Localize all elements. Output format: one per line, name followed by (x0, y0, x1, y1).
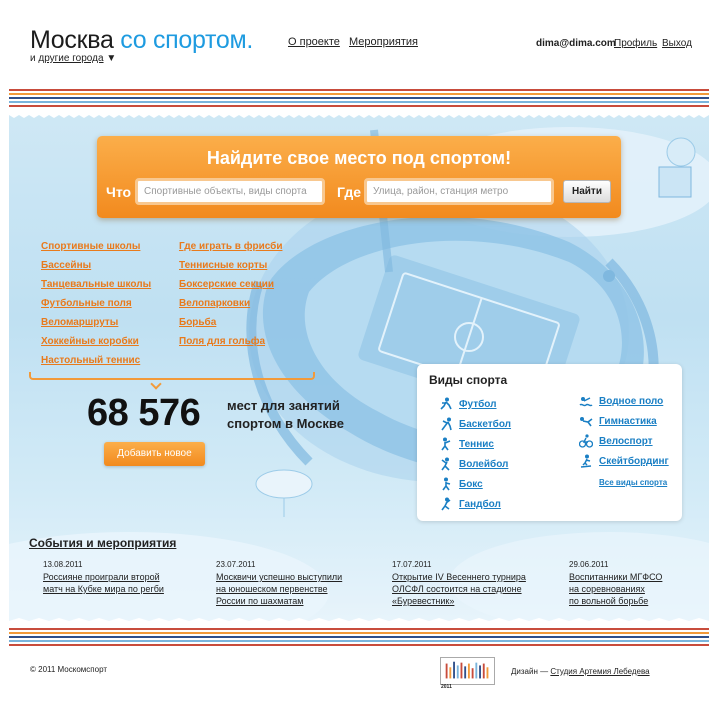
nav-events[interactable]: Мероприятия (349, 36, 418, 48)
category-link[interactable]: Велопарковки (179, 298, 251, 309)
count-caption-1: мест для занятий (227, 398, 340, 413)
sport-link-volleyball[interactable]: Волейбол (459, 459, 509, 470)
event-date: 17.07.2011 (392, 560, 432, 569)
event-line[interactable]: Воспитанники МГФСО (569, 572, 663, 582)
skateboarding-icon (579, 454, 593, 468)
category-link[interactable]: Футбольные поля (41, 298, 132, 309)
city-prefix: и (30, 53, 36, 64)
events-title[interactable]: События и мероприятия (29, 536, 177, 550)
studio-link[interactable]: Студия Артемия Лебедева (550, 667, 650, 676)
category-link[interactable]: Настольный теннис (41, 355, 141, 366)
sports-title: Виды спорта (429, 373, 508, 387)
sport-link-gymnastics[interactable]: Гимнастика (599, 416, 657, 427)
event-line[interactable]: на соревнованиях (569, 584, 645, 594)
site-logo[interactable] (30, 26, 253, 55)
studio-logo-year: 2011 (441, 684, 452, 690)
category-link[interactable]: Танцевальные школы (41, 279, 152, 290)
sport-link-handball[interactable]: Гандбол (459, 499, 501, 510)
what-input[interactable]: Спортивные объекты, виды спорта (135, 178, 325, 205)
what-label: Что (106, 184, 132, 200)
handball-icon (439, 497, 453, 511)
all-sports-link[interactable]: Все виды спорта (599, 478, 668, 487)
event-link[interactable] (216, 571, 366, 607)
event-line[interactable]: ОЛСФЛ состоится на стадионе (392, 584, 522, 594)
design-prefix: Дизайн — (511, 667, 549, 676)
search-button[interactable]: Найти (563, 180, 611, 203)
category-link[interactable]: Борьба (179, 317, 217, 328)
event-link[interactable] (43, 571, 193, 595)
cycling-icon (579, 434, 593, 448)
event-link[interactable] (569, 571, 704, 607)
sport-link-tennis[interactable]: Теннис (459, 439, 494, 450)
city-selector[interactable] (30, 53, 116, 64)
event-line[interactable]: России по шахматам (216, 596, 304, 606)
event-link[interactable] (392, 571, 557, 607)
category-link[interactable]: Боксерские секции (179, 279, 275, 290)
count-caption-2: спортом в Москве (227, 416, 344, 431)
user-email[interactable]: dima@dima.com (536, 38, 616, 49)
categories-bracket (29, 372, 315, 380)
event-date: 23.07.2011 (216, 560, 256, 569)
sport-link-water-polo[interactable]: Водное поло (599, 396, 664, 407)
gymnastics-icon (579, 414, 593, 428)
event-line[interactable]: на юношеском первенстве (216, 584, 328, 594)
sport-link-basketball[interactable]: Баскетбол (459, 419, 512, 430)
page-header (0, 0, 718, 88)
bottom-stripes (9, 628, 709, 648)
chevron-down-icon[interactable]: ▼ (106, 53, 117, 64)
category-link[interactable]: Хоккейные коробки (41, 336, 139, 347)
nav-about[interactable]: О проекте (288, 36, 340, 48)
football-icon (439, 397, 453, 411)
event-line[interactable]: «Буревестник» (392, 596, 455, 606)
zigzag-border-bottom (9, 618, 709, 624)
category-link[interactable]: Поля для гольфа (179, 336, 266, 347)
event-date: 13.08.2011 (43, 560, 83, 569)
category-link[interactable]: Где играть в фрисби (179, 241, 283, 252)
logo-accent-text: со спортом. (120, 26, 254, 54)
top-stripes (9, 89, 709, 109)
event-line[interactable]: Открытие IV Весеннего турнира (392, 572, 526, 582)
event-date: 29.06.2011 (569, 560, 609, 569)
studio-logo[interactable] (440, 657, 495, 685)
category-link[interactable]: Веломаршруты (41, 317, 119, 328)
event-line[interactable]: Россияне проиграли второй (43, 572, 160, 582)
copyright-text: © 2011 Москомспорт (30, 665, 108, 674)
search-panel (97, 136, 621, 218)
where-label: Где (337, 184, 362, 200)
event-line[interactable]: Москвичи успешно выступили (216, 572, 343, 582)
boxing-icon (439, 477, 453, 491)
sport-link-football[interactable]: Футбол (459, 399, 497, 410)
where-input[interactable]: Улица, район, станция метро (364, 178, 554, 205)
water-polo-icon (579, 394, 593, 408)
category-link[interactable]: Теннисные корты (179, 260, 268, 271)
sport-link-boxing[interactable]: Бокс (459, 479, 483, 490)
tennis-icon (439, 437, 453, 451)
sport-link-skateboarding[interactable]: Скейтбординг (599, 456, 669, 467)
sports-panel (417, 364, 682, 521)
event-line[interactable]: матч на Кубке мира по регби (43, 584, 164, 594)
places-count: 68 576 (87, 392, 201, 434)
search-title: Найдите свое место под спортом! (206, 148, 512, 168)
category-link[interactable]: Бассейны (41, 260, 92, 271)
sport-link-cycling[interactable]: Велоспорт (599, 436, 653, 447)
basketball-icon (439, 417, 453, 431)
event-line[interactable]: по вольной борьбе (569, 596, 649, 606)
hero-section (9, 112, 709, 624)
design-credit (511, 667, 650, 676)
logout-link[interactable]: Выход (662, 38, 692, 49)
add-place-button[interactable]: Добавить новое (104, 442, 205, 466)
profile-link[interactable]: Профиль (614, 38, 658, 49)
volleyball-icon (439, 457, 453, 471)
category-link[interactable]: Спортивные школы (41, 241, 141, 252)
logo-main-text: Москва (30, 26, 114, 54)
city-link[interactable]: другие города (38, 53, 104, 64)
